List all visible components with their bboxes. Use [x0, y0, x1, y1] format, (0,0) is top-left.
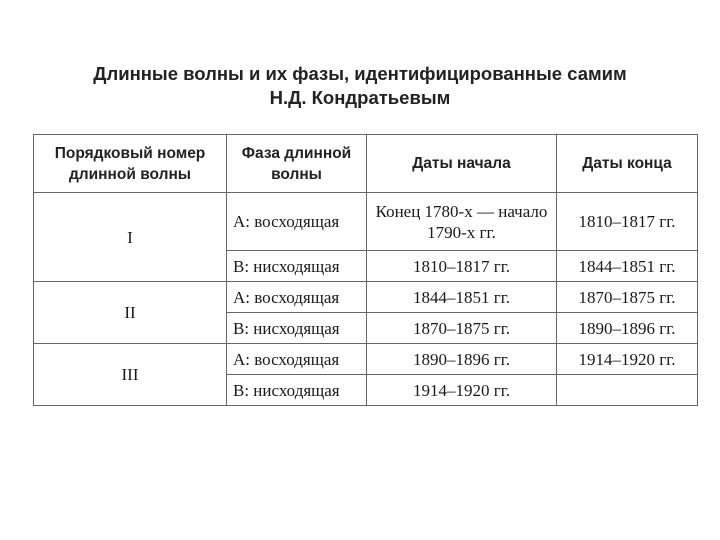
- phase-cell: В: нисходящая: [227, 313, 367, 344]
- table-row: [34, 282, 698, 313]
- phase-cell: В: нисходящая: [227, 251, 367, 282]
- header-end-dates: Даты конца: [557, 135, 698, 193]
- end-date-cell: 1810–1817 гг.: [557, 193, 698, 251]
- table-row: [34, 344, 698, 375]
- kondratiev-waves-table: [33, 134, 698, 406]
- header-start-dates: Даты начала: [367, 135, 557, 193]
- title-line-1: Длинные волны и их фазы, идентифицированные самим: [93, 63, 627, 84]
- start-date-cell: 1810–1817 гг.: [367, 251, 557, 282]
- start-date-cell: 1890–1896 гг.: [367, 344, 557, 375]
- start-date-cell: 1870–1875 гг.: [367, 313, 557, 344]
- header-wave-number: Порядковый номер длинной волны: [34, 135, 227, 193]
- end-date-cell: 1870–1875 гг.: [557, 282, 698, 313]
- title-line-2: Н.Д. Кондратьевым: [269, 87, 451, 108]
- table-header-row: [34, 135, 698, 193]
- phase-cell: А: восходящая: [227, 282, 367, 313]
- page-title: [0, 62, 720, 110]
- end-date-cell: 1890–1896 гг.: [557, 313, 698, 344]
- table-row: [34, 193, 698, 251]
- end-date-cell: 1844–1851 гг.: [557, 251, 698, 282]
- phase-cell: В: нисходящая: [227, 375, 367, 406]
- start-date-cell: Конец 1780-х — начало 1790-х гг.: [367, 193, 557, 251]
- wave-number-cell: II: [34, 282, 227, 344]
- start-date-cell: 1914–1920 гг.: [367, 375, 557, 406]
- header-phase: Фаза длинной волны: [227, 135, 367, 193]
- wave-number-cell: I: [34, 193, 227, 282]
- phase-cell: А: восходящая: [227, 193, 367, 251]
- start-date-cell: 1844–1851 гг.: [367, 282, 557, 313]
- wave-number-cell: III: [34, 344, 227, 406]
- phase-cell: А: восходящая: [227, 344, 367, 375]
- end-date-cell: 1914–1920 гг.: [557, 344, 698, 375]
- end-date-cell: [557, 375, 698, 406]
